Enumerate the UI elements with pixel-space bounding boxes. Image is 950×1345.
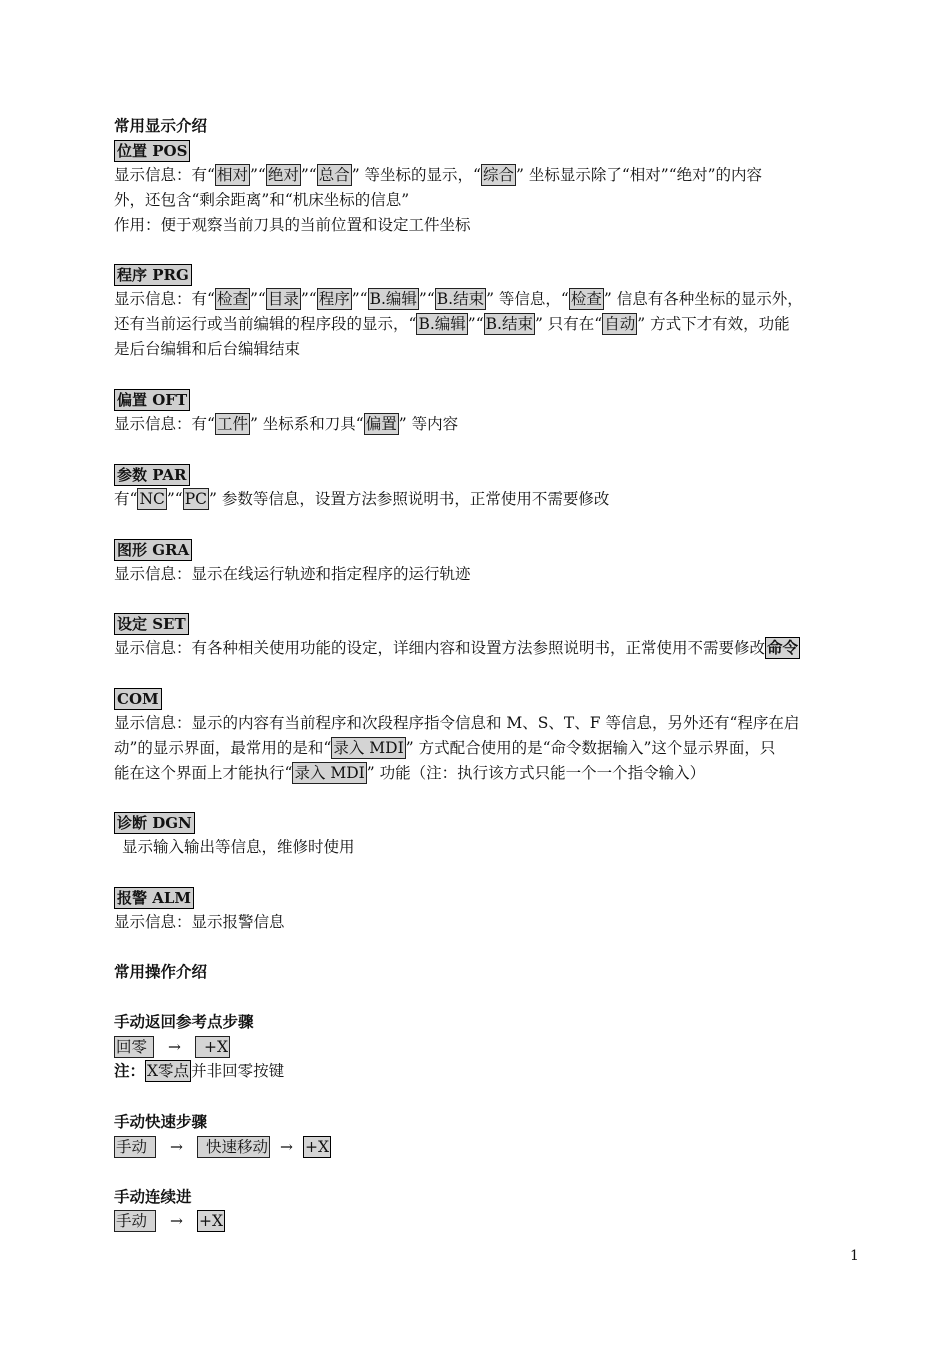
key-command: 命令 (767, 638, 799, 657)
text: ” 信息有各种坐标的显示外， (603, 290, 803, 308)
key-offset: 偏置 (365, 415, 397, 433)
text: ”“ (351, 290, 368, 308)
prg-header: 程序 PRG (114, 264, 192, 286)
oft-line-1 (114, 412, 862, 436)
com-header: COM (114, 688, 162, 710)
key-rapid-move: 快速移动 (197, 1136, 270, 1158)
text: ” 等内容 (398, 415, 459, 433)
text: ”“ (467, 315, 484, 333)
arrow-icon: → (280, 1138, 294, 1156)
pos-line-3: 作用：便于观察当前刀具的当前位置和设定工件坐标 (114, 216, 471, 234)
gra-header-line (114, 538, 862, 562)
text: ” 坐标显示除了“相对”“绝对”的内容 (516, 166, 763, 184)
prg-header-line (114, 263, 862, 287)
text: ”“ (300, 290, 317, 308)
page-number: 1 (850, 1248, 859, 1264)
pos-header: 位置 POS (114, 140, 190, 162)
text: ” 等坐标的显示，“ (351, 166, 481, 184)
text: 显示信息：有各种相关使用功能的设定，详细内容和设置方法参照说明书，正常使用不需要修改 (114, 639, 766, 657)
text: 显示信息：有“ (114, 166, 215, 184)
com-line-2 (114, 736, 862, 760)
key-mdi-2: 录入 MDI (294, 764, 365, 782)
par-header-line (114, 463, 862, 487)
key-b-end-2: B.结束 (485, 315, 533, 333)
text: ” 坐标系和刀具“ (249, 415, 364, 433)
gra-header: 图形 GRA (114, 539, 192, 561)
text: ”“ (249, 166, 266, 184)
par-line-1 (114, 487, 862, 511)
text: 动”的显示界面，最常用的是和“ (114, 739, 332, 757)
arrow-icon: → (170, 1212, 184, 1230)
com-line-3 (114, 761, 862, 785)
prg-line-3: 是后台编辑和后台编辑结束 (114, 340, 301, 358)
key-x-zero: X零点 (147, 1062, 190, 1080)
arrow-icon: → (168, 1038, 182, 1056)
note-label: 注： (114, 1061, 146, 1080)
alm-header: 报警 ALM (114, 887, 194, 909)
key-plus-x: +X (305, 1138, 330, 1156)
text: ”“ (418, 290, 435, 308)
op-rapid-title: 手动快速步骤 (114, 1112, 208, 1131)
key-b-end: B.结束 (436, 290, 485, 308)
dgn-line-1: 显示输入输出等信息，维修时使用 (122, 838, 355, 856)
prg-line-1 (114, 287, 862, 311)
text: 显示信息：有“ (114, 290, 215, 308)
text: 还有当前运行或当前编辑的程序段的显示，“ (114, 315, 417, 333)
key-comprehensive: 综合 (482, 166, 514, 184)
text: ”“ (249, 290, 266, 308)
op-rapid-steps (114, 1135, 862, 1159)
arrow-icon: → (170, 1138, 184, 1156)
op-cont-steps (114, 1209, 862, 1233)
text: ” 功能（注：执行该方式只能一个一个指令输入） (366, 764, 706, 782)
dgn-header-line (114, 811, 862, 835)
text: ” 只有在“ (534, 315, 603, 333)
key-program: 程序 (318, 290, 350, 308)
text: 能在这个界面上才能执行“ (114, 764, 293, 782)
alm-line-1: 显示信息：显示报警信息 (114, 913, 285, 931)
key-auto: 自动 (604, 315, 636, 333)
text: ” 方式配合使用的是“命令数据输入”这个显示界面，只 (405, 739, 776, 757)
key-b-edit-2: B.编辑 (418, 315, 466, 333)
key-plus-x: +X (195, 1036, 230, 1058)
key-absolute: 绝对 (267, 166, 299, 184)
key-pc: PC (184, 490, 208, 508)
com-line-1: 显示信息：显示的内容有当前程序和次段程序指令信息和 M、S、T、F 等信息，另外还有“程序在启 (114, 714, 800, 732)
alm-header-line (114, 886, 862, 910)
key-plus-x: +X (199, 1212, 224, 1230)
pos-line-2: 外，还包含“剩余距离”和“机床坐标的信息” (114, 191, 410, 209)
pos-header-line (114, 139, 862, 163)
key-relative: 相对 (216, 166, 248, 184)
com-header-line (114, 687, 862, 711)
set-line-1 (114, 636, 862, 660)
oft-header-line (114, 388, 862, 412)
prg-line-2 (114, 312, 862, 336)
key-home: 回零 (114, 1036, 154, 1058)
section-heading-common-display: 常用显示介绍 (114, 116, 208, 135)
text: ” 参数等信息，设置方法参照说明书，正常使用不需要修改 (209, 490, 610, 508)
key-check: 检查 (216, 290, 248, 308)
section-heading-common-ops: 常用操作介绍 (114, 962, 208, 981)
par-header: 参数 PAR (114, 464, 190, 486)
text: ”“ (300, 166, 317, 184)
text: ” 方式下才有效，功能 (637, 315, 790, 333)
key-directory: 目录 (267, 290, 299, 308)
key-total: 总合 (318, 166, 350, 184)
pos-line-1 (114, 163, 862, 187)
text: ”“ (166, 490, 183, 508)
gra-line-1: 显示信息：显示在线运行轨迹和指定程序的运行轨迹 (114, 565, 471, 583)
op-home-steps (114, 1035, 862, 1059)
op-home-note (114, 1059, 862, 1083)
op-home-title: 手动返回参考点步骤 (114, 1012, 254, 1031)
text: 显示信息：有“ (114, 415, 215, 433)
set-header-line (114, 612, 862, 636)
key-mdi: 录入 MDI (333, 739, 404, 757)
key-check-2: 检查 (570, 290, 602, 308)
text: 并非回零按键 (191, 1062, 285, 1080)
key-manual: 手动 (114, 1136, 156, 1158)
op-cont-title: 手动连续进 (114, 1187, 192, 1206)
key-nc: NC (139, 490, 165, 508)
dgn-header: 诊断 DGN (114, 812, 195, 834)
key-b-edit: B.编辑 (369, 290, 417, 308)
key-manual: 手动 (114, 1210, 156, 1232)
key-workpiece: 工件 (216, 415, 248, 433)
text: ” 等信息，“ (486, 290, 569, 308)
set-header: 设定 SET (114, 613, 189, 635)
oft-header: 偏置 OFT (114, 389, 190, 411)
text: 有“ (114, 490, 138, 508)
